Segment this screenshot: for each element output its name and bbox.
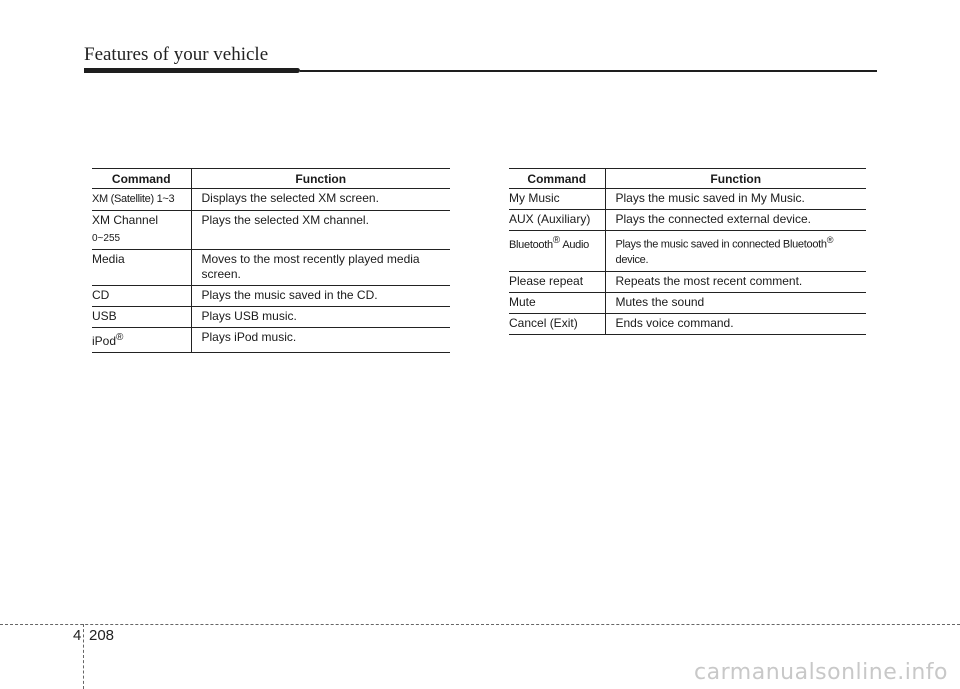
command-cell: Media bbox=[92, 250, 191, 286]
table-row bbox=[509, 210, 866, 231]
function-cell: Mutes the sound bbox=[605, 292, 866, 313]
column-header-command: Command bbox=[92, 169, 191, 189]
table-row bbox=[92, 307, 450, 328]
command-cell: Mute bbox=[509, 292, 605, 313]
command-cell: My Music bbox=[509, 189, 605, 210]
function-text bbox=[616, 233, 867, 253]
command-cell: AUX (Auxiliary) bbox=[509, 210, 605, 231]
command-text: XM (Satellite) 1~3 bbox=[92, 193, 175, 205]
table-row bbox=[509, 313, 866, 334]
table-row bbox=[92, 286, 450, 307]
page-section-title: Features of your vehicle bbox=[84, 44, 269, 65]
right-command-table bbox=[509, 168, 866, 335]
table-row bbox=[92, 328, 450, 353]
left-command-table bbox=[92, 168, 450, 353]
function-cell: Plays the music saved in the CD. bbox=[191, 286, 450, 307]
registered-mark: ® bbox=[116, 332, 124, 343]
function-text: Moves to the most recently played media bbox=[201, 252, 420, 266]
command-text: iPod bbox=[92, 334, 117, 348]
command-text: XM Channel bbox=[92, 213, 159, 227]
header-rule-thin bbox=[300, 70, 877, 72]
function-cell: Plays the music saved in My Music. bbox=[605, 189, 866, 210]
command-text: Bluetooth bbox=[509, 239, 553, 251]
table-row bbox=[509, 231, 866, 272]
table-header-row bbox=[509, 169, 866, 189]
function-cell bbox=[605, 231, 866, 272]
function-cell: Plays USB music. bbox=[191, 307, 450, 328]
command-cell: USB bbox=[92, 307, 191, 328]
footer-dotted-rule bbox=[0, 624, 960, 625]
function-cell: Plays the selected XM channel. bbox=[191, 211, 450, 250]
table-row bbox=[509, 189, 866, 210]
function-cell: Plays the connected external device. bbox=[605, 210, 866, 231]
header-rule-thick bbox=[84, 68, 300, 73]
function-text-continued: device. bbox=[615, 253, 649, 266]
table-row bbox=[92, 250, 450, 286]
watermark: carmanualsonline.info bbox=[694, 660, 948, 685]
command-cell bbox=[92, 211, 191, 250]
function-cell: Ends voice command. bbox=[605, 313, 866, 334]
command-cell bbox=[509, 231, 605, 272]
chapter-number: 4 bbox=[73, 627, 82, 644]
table-header-row bbox=[92, 169, 450, 189]
function-cell: Repeats the most recent comment. bbox=[605, 271, 866, 292]
command-subtext: 0~255 bbox=[92, 233, 121, 244]
column-header-command: Command bbox=[509, 169, 605, 189]
table-row bbox=[509, 292, 866, 313]
command-cell bbox=[92, 328, 191, 353]
function-text-continued: screen. bbox=[201, 267, 241, 281]
table-row bbox=[509, 271, 866, 292]
command-cell: Cancel (Exit) bbox=[509, 313, 605, 334]
column-header-function: Function bbox=[191, 169, 450, 189]
function-cell bbox=[191, 250, 450, 286]
registered-mark: ® bbox=[552, 235, 561, 246]
registered-mark: ® bbox=[826, 235, 834, 245]
function-text-main: Plays the music saved in connected Bluetooth bbox=[615, 238, 827, 251]
function-cell: Displays the selected XM screen. bbox=[191, 189, 450, 211]
command-cell: Please repeat bbox=[509, 271, 605, 292]
page-number: 208 bbox=[89, 627, 115, 644]
command-text-tail: Audio bbox=[560, 239, 589, 251]
command-cell bbox=[92, 189, 191, 211]
table-row bbox=[92, 211, 450, 250]
command-cell: CD bbox=[92, 286, 191, 307]
table-row bbox=[92, 189, 450, 211]
column-header-function: Function bbox=[605, 169, 866, 189]
function-cell: Plays iPod music. bbox=[191, 328, 450, 353]
footer-vertical-dotted-rule bbox=[83, 624, 84, 689]
